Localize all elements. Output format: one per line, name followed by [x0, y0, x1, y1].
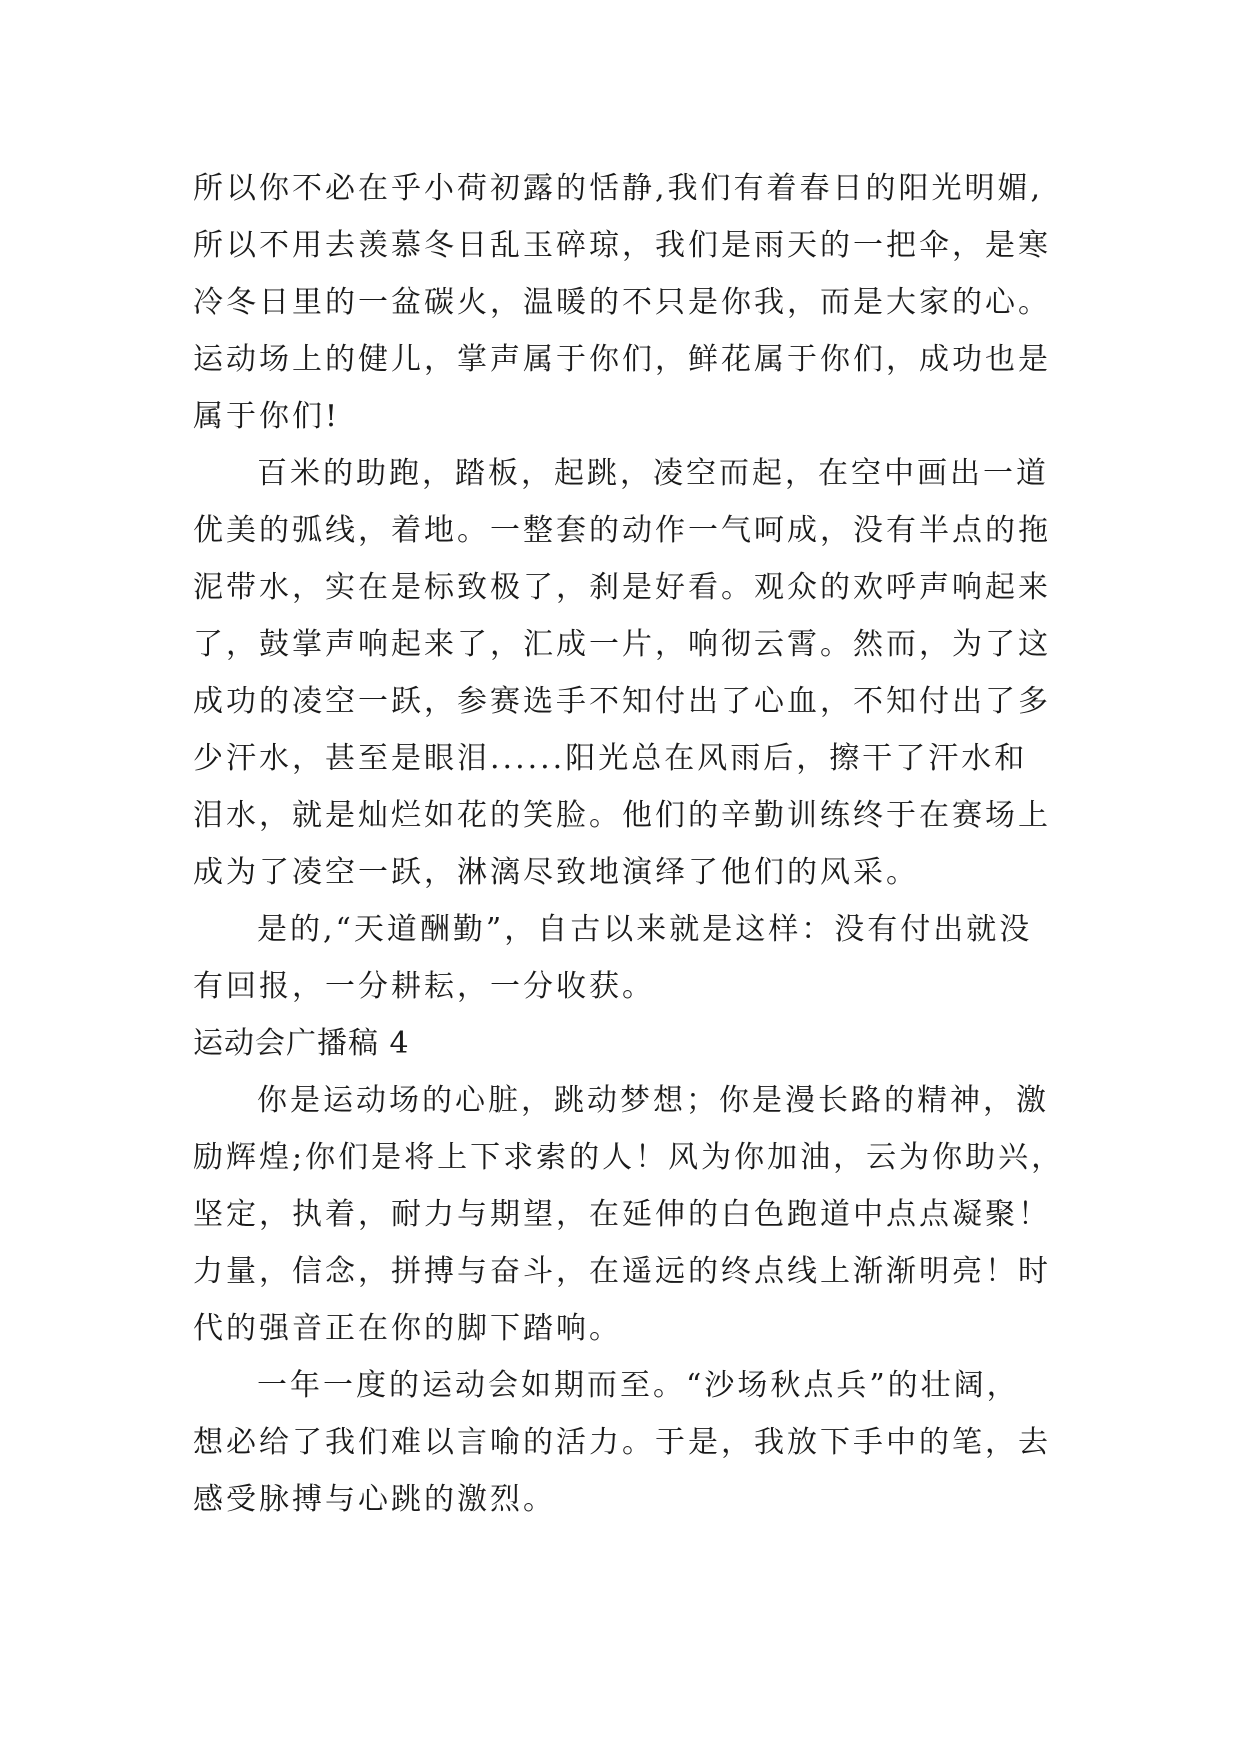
paragraph-first-line: 一年一度的运动会如期而至。“沙场秋点兵”的壮阔，: [257, 1368, 1020, 1403]
text-line: 冷冬日里的一盆碳火，温暖的不只是你我，而是大家的心。: [193, 285, 1051, 320]
text-line: 少汗水，甚至是眼泪......阳光总在风雨后，擦干了汗水和: [193, 741, 1028, 776]
text-line: 代的强音正在你的脚下踏响。: [193, 1311, 622, 1346]
text-line: 泪水，就是灿烂如花的笑脸。他们的辛勤训练终于在赛场上: [193, 798, 1051, 833]
text-line: 成功的凌空一跃，参赛选手不知付出了心血，不知付出了多: [193, 684, 1051, 719]
text-line: 优美的弧线，着地。一整套的动作一气呵成，没有半点的拖: [193, 513, 1051, 548]
paragraph-first-line: 你是运动场的心脏，跳动梦想；你是漫长路的精神，激: [257, 1083, 1049, 1118]
text-line: 了，鼓掌声响起来了，汇成一片，响彻云霄。然而，为了这: [193, 627, 1051, 662]
text-line: 感受脉搏与心跳的激烈。: [193, 1482, 556, 1517]
text-line: 坚定，执着，耐力与期望，在延伸的白色跑道中点点凝聚！: [193, 1197, 1051, 1232]
text-line: 运动场上的健儿，掌声属于你们，鲜花属于你们，成功也是: [193, 342, 1051, 377]
text-line: 想必给了我们难以言喻的活力。于是，我放下手中的笔，去: [193, 1425, 1051, 1460]
paragraph-first-line: 是的,“天道酬勤”，自古以来就是这样：没有付出就没: [257, 912, 1033, 947]
text-line: 所以不用去羡慕冬日乱玉碎琼，我们是雨天的一把伞，是寒: [193, 228, 1051, 263]
paragraph-first-line: 百米的助跑，踏板，起跳，凌空而起，在空中画出一道: [257, 456, 1049, 491]
text-line: 所以你不必在乎小荷初露的恬静,我们有着春日的阳光明媚,: [193, 171, 1044, 206]
section-heading: 运动会广播稿 4: [193, 1026, 410, 1061]
text-line: 泥带水，实在是标致极了，刹是好看。观众的欢呼声响起来: [193, 570, 1051, 605]
text-line: 成为了凌空一跃，淋漓尽致地演绎了他们的风采。: [193, 855, 919, 890]
text-line: 有回报，一分耕耘，一分收获。: [193, 969, 655, 1004]
text-line: 属于你们!: [193, 399, 341, 434]
text-line: 励辉煌;你们是将上下求索的人！风为你加油，云为你助兴，: [193, 1140, 1065, 1175]
document-body: [193, 160, 1093, 1528]
text-line: 力量，信念，拼搏与奋斗，在遥远的终点线上渐渐明亮！时: [193, 1254, 1051, 1289]
